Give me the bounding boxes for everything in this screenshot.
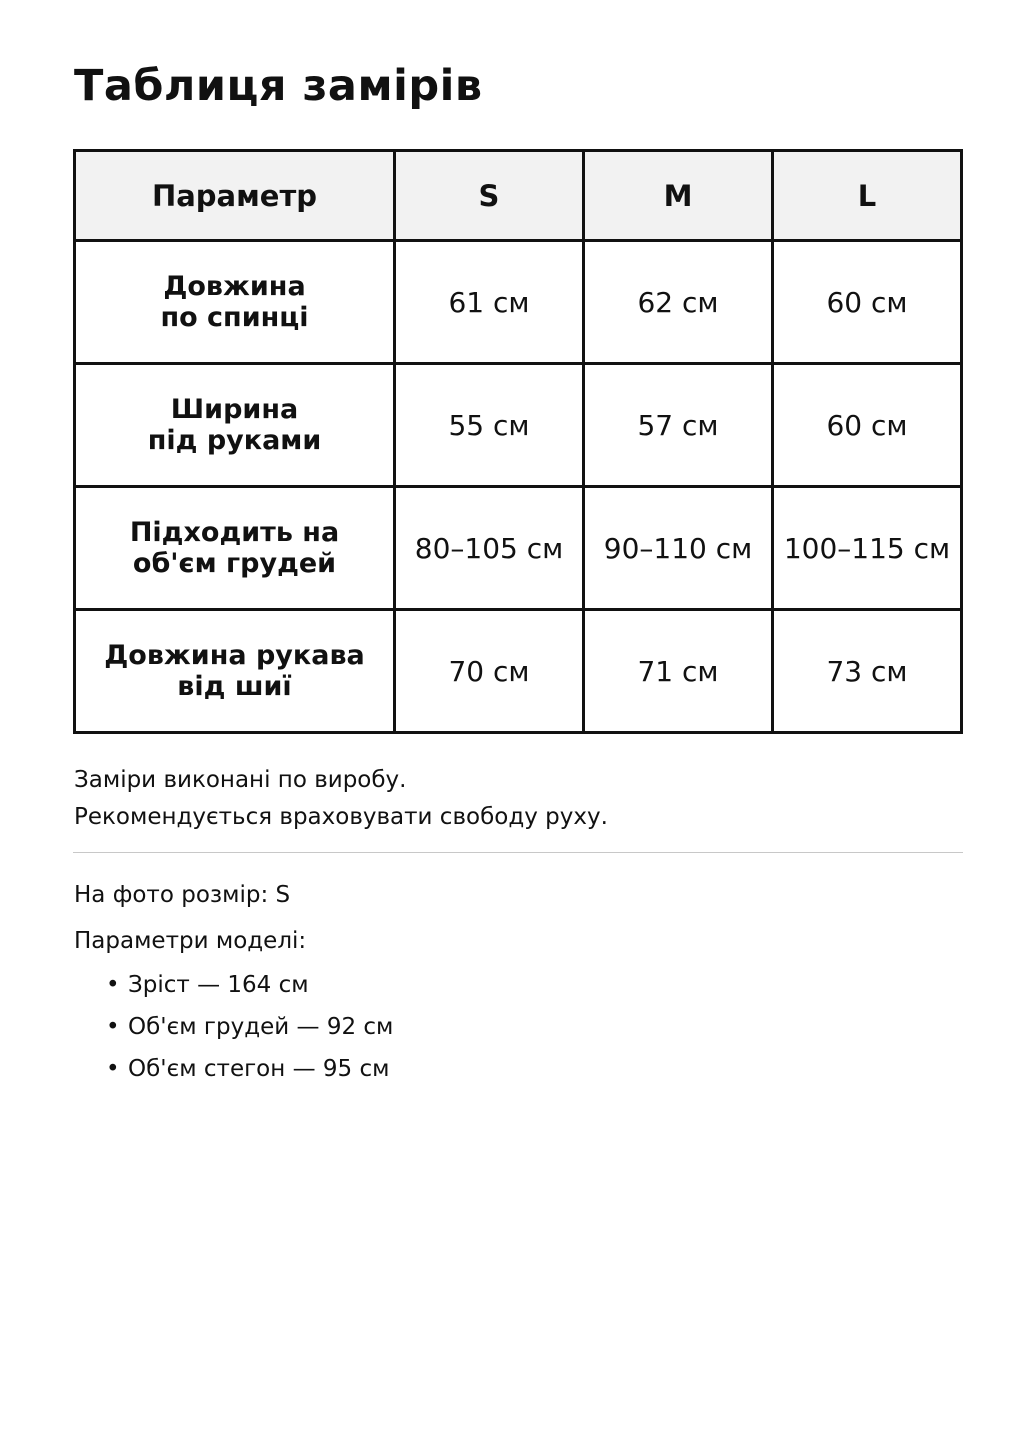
param-line: під руками [147, 425, 322, 456]
list-item [106, 1054, 393, 1096]
page-title: Таблиця замірів [74, 61, 483, 111]
table-header-row [75, 151, 962, 241]
cell-size-m: 71 см [584, 610, 773, 733]
cell-size-s: 55 см [395, 364, 584, 487]
param-line: об'єм грудей [132, 548, 337, 579]
size-table [73, 149, 963, 734]
bullet: • [106, 1056, 120, 1082]
cell-size-l: 60 см [773, 364, 962, 487]
photo-size-note: На фото розмір: S [74, 882, 291, 908]
cell-size-l: 73 см [773, 610, 962, 733]
param-line: по спинці [160, 302, 309, 333]
param-line: Довжина [163, 271, 306, 302]
list-item [106, 970, 393, 1012]
cell-size-l: 100–115 см [773, 487, 962, 610]
list-item-text: Об'єм стегон — 95 см [128, 1056, 390, 1082]
param-line: від шиї [177, 671, 292, 702]
row-parameter-label [75, 487, 395, 610]
row-parameter-label [75, 610, 395, 733]
param-line: Довжина рукава [104, 640, 365, 671]
divider [73, 852, 963, 853]
list-item [106, 1012, 393, 1054]
bullet: • [106, 1014, 120, 1040]
cell-size-s: 61 см [395, 241, 584, 364]
cell-size-l: 60 см [773, 241, 962, 364]
list-item-text: Зріст — 164 см [128, 972, 309, 998]
header-size-l: L [773, 151, 962, 241]
table-row [75, 241, 962, 364]
header-size-s: S [395, 151, 584, 241]
param-line: Підходить на [129, 517, 340, 548]
list-item-text: Об'єм грудей — 92 см [128, 1014, 394, 1040]
row-parameter-label [75, 364, 395, 487]
row-parameter-label [75, 241, 395, 364]
recommendation-note: Рекомендується враховувати свободу руху. [74, 804, 608, 830]
cell-size-m: 57 см [584, 364, 773, 487]
measurement-note: Заміри виконані по виробу. [74, 767, 407, 793]
model-params-label: Параметри моделі: [74, 928, 307, 954]
table-row [75, 487, 962, 610]
cell-size-m: 90–110 см [584, 487, 773, 610]
cell-size-s: 80–105 см [395, 487, 584, 610]
model-params-list [106, 970, 393, 1096]
header-parameter: Параметр [75, 151, 395, 241]
cell-size-s: 70 см [395, 610, 584, 733]
table-row [75, 364, 962, 487]
header-size-m: M [584, 151, 773, 241]
bullet: • [106, 972, 120, 998]
cell-size-m: 62 см [584, 241, 773, 364]
table-row [75, 610, 962, 733]
param-line: Ширина [170, 394, 299, 425]
